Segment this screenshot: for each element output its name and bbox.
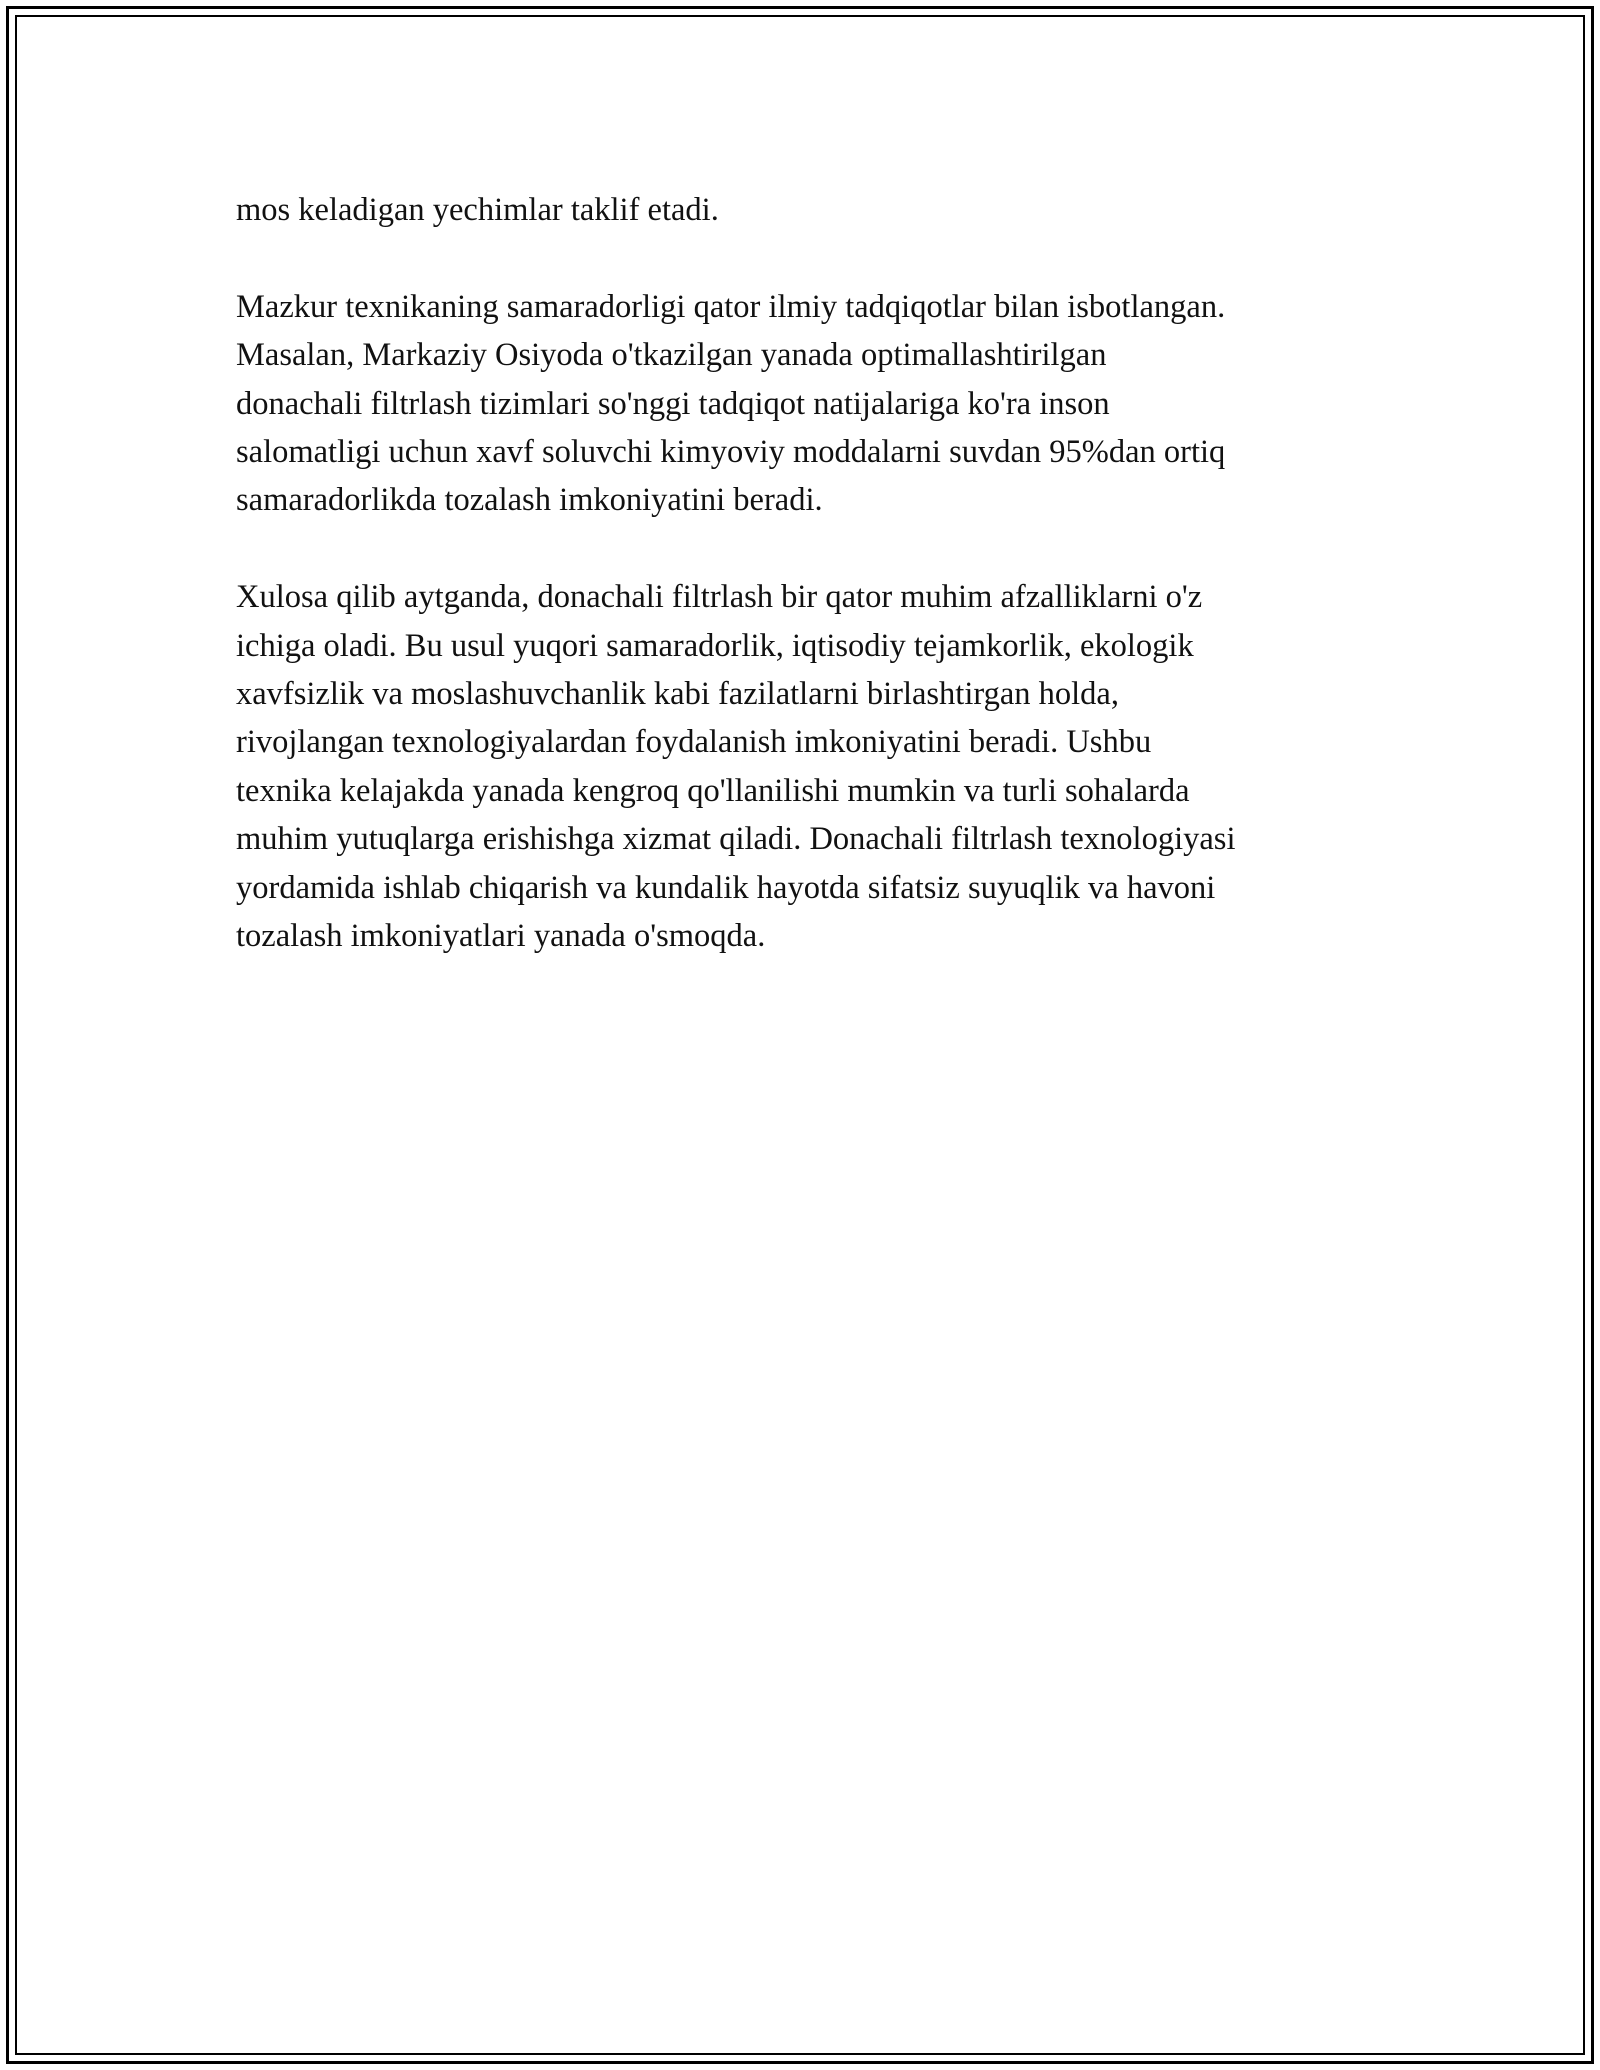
- document-body: [236, 186, 1416, 1009]
- paragraph-research-evidence: Mazkur texnikaning samaradorligi qator ilmiy tadqiqotlar bilan isbotlangan. Masalan, Markaziy Osiyoda o'tkazilgan yanada optimallashtirilgan donachali filtrlash tizimlari so'nggi tadqiqot natijalariga ko'ra inson salomatligi uchun xavf soluvchi kimyoviy moddalarni suvdan 95%dan ortiq samaradorlikda tozalash imkoniyatini beradi.: [236, 288, 1226, 519]
- paragraph-continuation: mos keladigan yechimlar taklif etadi.: [236, 192, 719, 228]
- paragraph-conclusion: Xulosa qilib aytganda, donachali filtrlash bir qator muhim afzalliklarni o'z ichiga oladi. Bu usul yuqori samaradorlik, iqtisodiy tejamkorlik, ekologik xavfsizlik va moslashuvchanlik kabi fazilatlarni birlashtirgan holda, rivojlangan texnologiyalardan foydalanish imkoniyatini beradi. Ushbu texnika kelajakda yanada kengroq qo'llanilishi mumkin va turli sohalarda muhim yutuqlarga erishishga xizmat qiladi. Donachali filtrlash texnologiyasi yordamida ishlab chiqarish va kundalik hayotda sifatsiz suyuqlik va havoni tozalash imkoniyatlari yanada o'smoqda.: [236, 579, 1236, 955]
